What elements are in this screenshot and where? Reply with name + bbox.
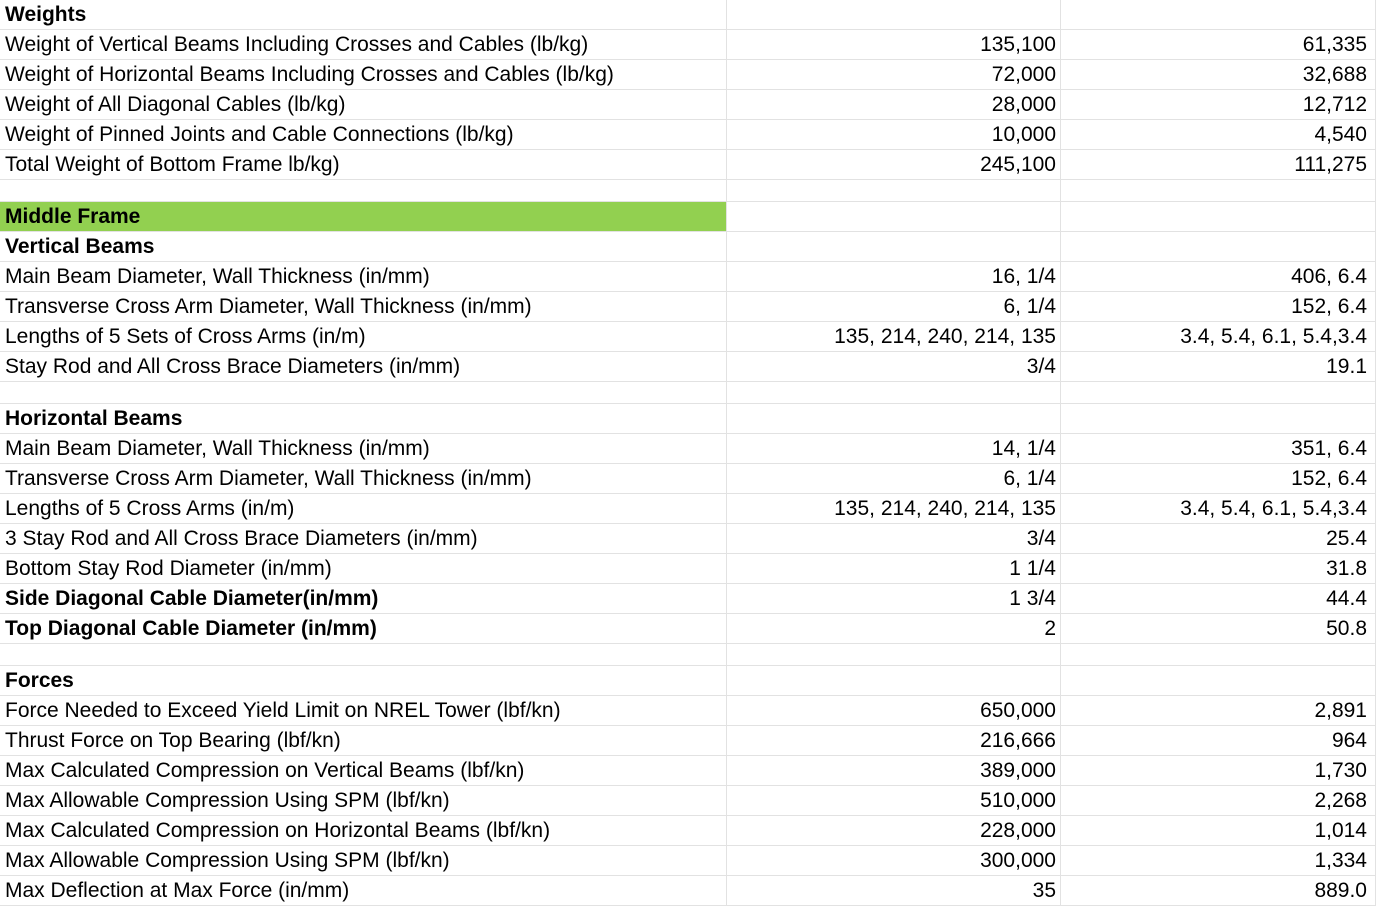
label-cell[interactable]: Transverse Cross Arm Diameter, Wall Thickness (in/mm) — [0, 464, 727, 493]
metric-value-cell[interactable]: 12,712 — [1061, 90, 1376, 119]
metric-value-cell[interactable] — [1061, 180, 1376, 201]
label-cell[interactable]: Lengths of 5 Cross Arms (in/m) — [0, 494, 727, 523]
imperial-value-cell[interactable]: 72,000 — [727, 60, 1061, 89]
label-cell[interactable]: Transverse Cross Arm Diameter, Wall Thickness (in/mm) — [0, 292, 727, 321]
table-row — [0, 876, 1376, 906]
imperial-value-cell[interactable]: 216,666 — [727, 726, 1061, 755]
metric-value-cell[interactable]: 50.8 — [1061, 614, 1376, 643]
table-row — [0, 666, 1376, 696]
label-cell[interactable]: Weight of Vertical Beams Including Crosses and Cables (lb/kg) — [0, 30, 727, 59]
table-row — [0, 232, 1376, 262]
table-row — [0, 352, 1376, 382]
table-row — [0, 90, 1376, 120]
label-cell[interactable]: Max Allowable Compression Using SPM (lbf/kn) — [0, 846, 727, 875]
imperial-value-cell[interactable]: 14, 1/4 — [727, 434, 1061, 463]
imperial-value-cell[interactable]: 3/4 — [727, 524, 1061, 553]
label-cell[interactable]: Top Diagonal Cable Diameter (in/mm) — [0, 614, 727, 643]
imperial-value-cell[interactable] — [727, 202, 1061, 231]
imperial-value-cell[interactable] — [727, 180, 1061, 201]
imperial-value-cell[interactable] — [727, 382, 1061, 403]
metric-value-cell[interactable]: 152, 6.4 — [1061, 292, 1376, 321]
metric-value-cell[interactable] — [1061, 666, 1376, 695]
imperial-value-cell[interactable]: 650,000 — [727, 696, 1061, 725]
metric-value-cell[interactable]: 1,334 — [1061, 846, 1376, 875]
imperial-value-cell[interactable]: 135, 214, 240, 214, 135 — [727, 322, 1061, 351]
metric-value-cell[interactable]: 31.8 — [1061, 554, 1376, 583]
blank-row — [0, 382, 1376, 404]
imperial-value-cell[interactable] — [727, 644, 1061, 665]
table-row — [0, 262, 1376, 292]
metric-value-cell[interactable]: 964 — [1061, 726, 1376, 755]
label-cell[interactable]: Thrust Force on Top Bearing (lbf/kn) — [0, 726, 727, 755]
metric-value-cell[interactable] — [1061, 382, 1376, 403]
imperial-value-cell[interactable]: 2 — [727, 614, 1061, 643]
metric-value-cell[interactable]: 61,335 — [1061, 30, 1376, 59]
table-row — [0, 60, 1376, 90]
metric-value-cell[interactable]: 3.4, 5.4, 6.1, 5.4,3.4 — [1061, 494, 1376, 523]
label-cell[interactable]: Forces — [0, 666, 727, 695]
imperial-value-cell[interactable]: 16, 1/4 — [727, 262, 1061, 291]
label-cell[interactable] — [0, 382, 727, 403]
metric-value-cell[interactable] — [1061, 644, 1376, 665]
table-row — [0, 322, 1376, 352]
label-cell[interactable]: Main Beam Diameter, Wall Thickness (in/mm) — [0, 262, 727, 291]
metric-value-cell[interactable]: 111,275 — [1061, 150, 1376, 179]
metric-value-cell[interactable]: 32,688 — [1061, 60, 1376, 89]
table-row — [0, 292, 1376, 322]
label-cell[interactable]: Main Beam Diameter, Wall Thickness (in/mm) — [0, 434, 727, 463]
table-row — [0, 726, 1376, 756]
label-cell[interactable]: Weight of Horizontal Beams Including Crosses and Cables (lb/kg) — [0, 60, 727, 89]
metric-value-cell[interactable] — [1061, 0, 1376, 29]
imperial-value-cell[interactable] — [727, 0, 1061, 29]
metric-value-cell[interactable]: 19.1 — [1061, 352, 1376, 381]
table-row — [0, 846, 1376, 876]
table-row — [0, 202, 1376, 232]
label-cell[interactable]: Max Calculated Compression on Horizontal Beams (lbf/kn) — [0, 816, 727, 845]
label-cell[interactable]: Bottom Stay Rod Diameter (in/mm) — [0, 554, 727, 583]
metric-value-cell[interactable]: 2,268 — [1061, 786, 1376, 815]
imperial-value-cell[interactable] — [727, 232, 1061, 261]
metric-value-cell[interactable] — [1061, 202, 1376, 231]
blank-row — [0, 180, 1376, 202]
imperial-value-cell[interactable] — [727, 404, 1061, 433]
label-cell[interactable] — [0, 180, 727, 201]
metric-value-cell[interactable]: 152, 6.4 — [1061, 464, 1376, 493]
table-row — [0, 464, 1376, 494]
label-cell[interactable]: Weight of Pinned Joints and Cable Connections (lb/kg) — [0, 120, 727, 149]
label-cell[interactable]: Max Calculated Compression on Vertical Beams (lbf/kn) — [0, 756, 727, 785]
metric-value-cell[interactable]: 25.4 — [1061, 524, 1376, 553]
imperial-value-cell[interactable]: 3/4 — [727, 352, 1061, 381]
label-cell[interactable]: Force Needed to Exceed Yield Limit on NREL Tower (lbf/kn) — [0, 696, 727, 725]
imperial-value-cell[interactable]: 1 1/4 — [727, 554, 1061, 583]
imperial-value-cell[interactable]: 10,000 — [727, 120, 1061, 149]
metric-value-cell[interactable]: 1,014 — [1061, 816, 1376, 845]
label-cell[interactable]: Max Deflection at Max Force (in/mm) — [0, 876, 727, 905]
table-row — [0, 816, 1376, 846]
section-header-middle-frame[interactable]: Middle Frame — [0, 202, 727, 231]
label-cell[interactable]: Stay Rod and All Cross Brace Diameters (in/mm) — [0, 352, 727, 381]
imperial-value-cell[interactable]: 135, 214, 240, 214, 135 — [727, 494, 1061, 523]
table-row — [0, 614, 1376, 644]
imperial-value-cell[interactable]: 1 3/4 — [727, 584, 1061, 613]
label-cell[interactable]: Total Weight of Bottom Frame lb/kg) — [0, 150, 727, 179]
imperial-value-cell[interactable]: 300,000 — [727, 846, 1061, 875]
label-cell[interactable]: Lengths of 5 Sets of Cross Arms (in/m) — [0, 322, 727, 351]
metric-value-cell[interactable] — [1061, 232, 1376, 261]
metric-value-cell[interactable]: 1,730 — [1061, 756, 1376, 785]
table-row — [0, 434, 1376, 464]
imperial-value-cell[interactable]: 245,100 — [727, 150, 1061, 179]
label-cell[interactable]: Side Diagonal Cable Diameter(in/mm) — [0, 584, 727, 613]
label-cell[interactable]: Vertical Beams — [0, 232, 727, 261]
label-cell[interactable]: Weights — [0, 0, 727, 29]
table-row — [0, 524, 1376, 554]
imperial-value-cell[interactable]: 228,000 — [727, 816, 1061, 845]
label-cell[interactable]: Max Allowable Compression Using SPM (lbf/kn) — [0, 786, 727, 815]
label-cell[interactable]: Weight of All Diagonal Cables (lb/kg) — [0, 90, 727, 119]
table-row — [0, 696, 1376, 726]
imperial-value-cell[interactable]: 389,000 — [727, 756, 1061, 785]
table-row — [0, 786, 1376, 816]
imperial-value-cell[interactable]: 28,000 — [727, 90, 1061, 119]
imperial-value-cell[interactable]: 135,100 — [727, 30, 1061, 59]
metric-value-cell[interactable]: 351, 6.4 — [1061, 434, 1376, 463]
label-cell[interactable]: Horizontal Beams — [0, 404, 727, 433]
metric-value-cell[interactable]: 44.4 — [1061, 584, 1376, 613]
imperial-value-cell[interactable]: 35 — [727, 876, 1061, 905]
metric-value-cell[interactable]: 406, 6.4 — [1061, 262, 1376, 291]
metric-value-cell[interactable] — [1061, 404, 1376, 433]
table-row — [0, 30, 1376, 60]
imperial-value-cell[interactable]: 510,000 — [727, 786, 1061, 815]
metric-value-cell[interactable]: 2,891 — [1061, 696, 1376, 725]
imperial-value-cell[interactable]: 6, 1/4 — [727, 464, 1061, 493]
table-row — [0, 584, 1376, 614]
metric-value-cell[interactable]: 4,540 — [1061, 120, 1376, 149]
table-row — [0, 404, 1376, 434]
label-cell[interactable]: 3 Stay Rod and All Cross Brace Diameters (in/mm) — [0, 524, 727, 553]
blank-row — [0, 644, 1376, 666]
table-row — [0, 494, 1376, 524]
imperial-value-cell[interactable]: 6, 1/4 — [727, 292, 1061, 321]
table-row — [0, 756, 1376, 786]
table-row — [0, 150, 1376, 180]
metric-value-cell[interactable]: 3.4, 5.4, 6.1, 5.4,3.4 — [1061, 322, 1376, 351]
table-row — [0, 0, 1376, 30]
table-row — [0, 554, 1376, 584]
imperial-value-cell[interactable] — [727, 666, 1061, 695]
label-cell[interactable] — [0, 644, 727, 665]
table-row — [0, 120, 1376, 150]
metric-value-cell[interactable]: 889.0 — [1061, 876, 1376, 905]
